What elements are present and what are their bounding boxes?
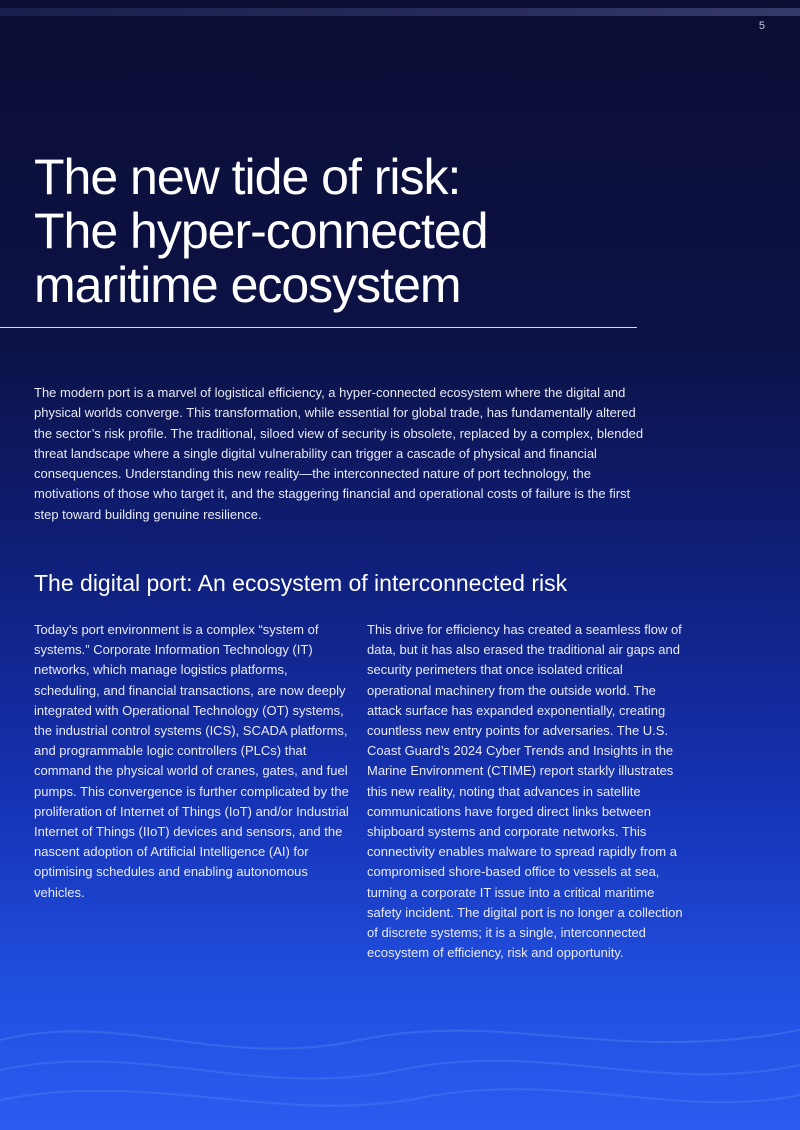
page-number: 5 bbox=[758, 20, 765, 32]
title-line-1: The new tide of risk: bbox=[34, 149, 461, 205]
top-bar bbox=[0, 8, 800, 16]
intro-paragraph: The modern port is a marvel of logistical efficiency, a hyper-connected ecosystem where the digital and physical worlds converge. This transformation, while essential for global trade, has fundamentally altered the sector’s risk profile. The traditional, siloed view of security is obsolete, replaced by a complex, blended threat landscape where a single digital vulnerability can trigger a cascade of physical and financial consequences. Understanding this new reality—the interconnected nature of port technology, the motivations of those who target it, and the staggering financial and operational costs of failure is the first step toward building genuine resilience. bbox=[34, 385, 644, 522]
section-heading: The digital port: An ecosystem of interconnected risk bbox=[34, 570, 568, 596]
page-title bbox=[34, 150, 654, 312]
decorative-waves bbox=[0, 970, 800, 1130]
body-column-right: This drive for efficiency has created a seamless flow of data, but it has also erased the traditional air gaps and security perimeters that once isolated critical operational machinery from the outside world. The attack surface has expanded exponentially, creating countless new entry points for adversaries. The U.S. Coast Guard’s 2024 Cyber Trends and Insights in the Marine Environment (CTIME) report starkly illustrates this new reality, noting that advances in satellite communications have forged direct links between shipboard systems and corporate networks. This connectivity enables malware to spread rapidly from a compromised shore-based office to vessels at sea, turning a corporate IT issue into a critical maritime safety incident. The digital port is no longer a collection of discrete systems; it is a single, interconnected ecosystem of efficiency, risk and opportunity. bbox=[367, 622, 683, 961]
title-line-2: The hyper-connected bbox=[34, 203, 488, 259]
title-divider bbox=[0, 327, 637, 328]
title-line-3: maritime ecosystem bbox=[34, 257, 461, 313]
body-column-left: Today’s port environment is a complex “system of systems.” Corporate Information Technology (IT) networks, which manage logistics platforms, scheduling, and financial transactions, are now deeply integrated with Operational Technology (OT) systems, the industrial control systems (ICS), SCADA platforms, and programmable logic controllers (PLCs) that command the physical world of cranes, gates, and fuel pumps. This convergence is further complicated by the proliferation of Internet of Things (IoT) and/or Industrial Internet of Things (IIoT) devices and sensors, and the nascent adoption of Artificial Intelligence (AI) for optimising schedules and enabling autonomous vehicles. bbox=[34, 622, 349, 900]
